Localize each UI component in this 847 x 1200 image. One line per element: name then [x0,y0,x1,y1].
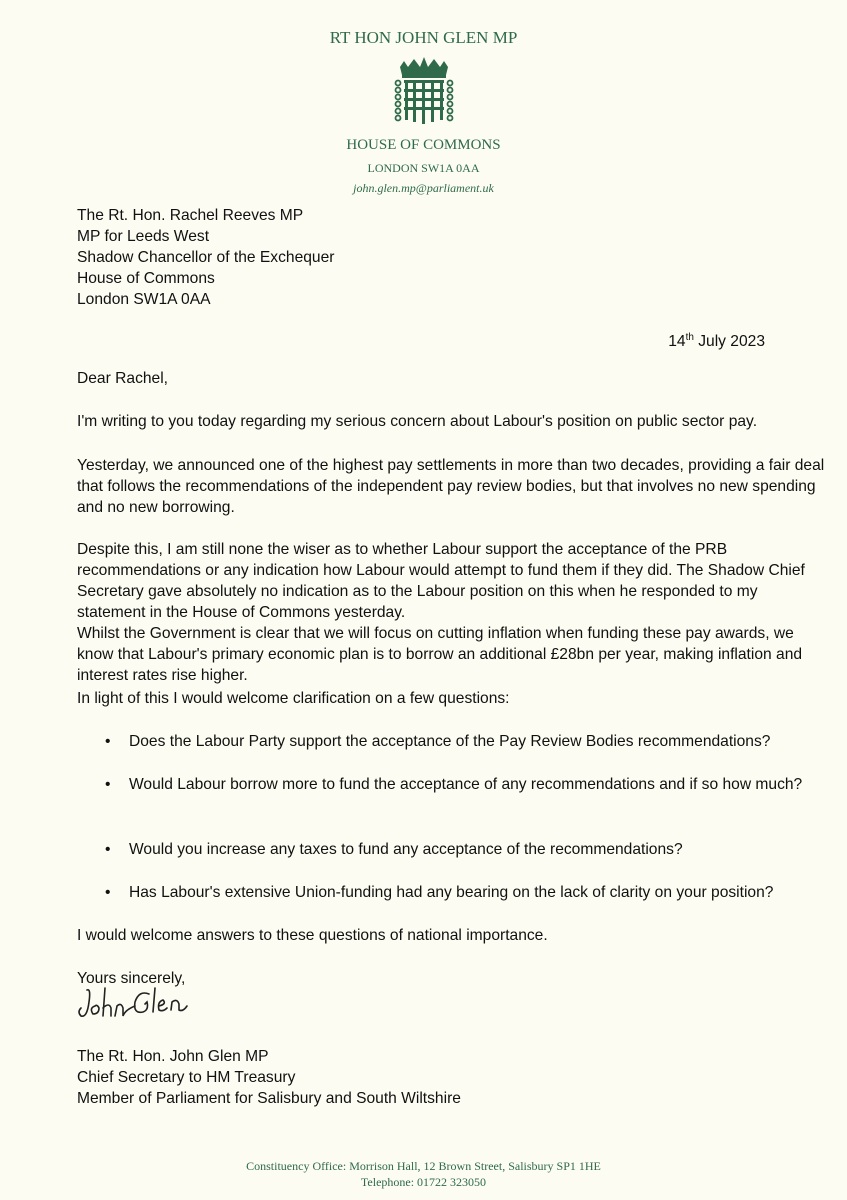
portcullis-logo [0,55,847,135]
paragraph: I'm writing to you today regarding my serious concern about Labour's position on public sector pay. [77,413,758,430]
recipient-line: London SW1A 0AA [77,291,211,308]
paragraph: Whilst the Government is clear that we will focus on cutting inflation when funding these pay awards, we know that Labour's primary economic plan is to borrow an additional £28bn per year, making inflation and interest rates rise higher. [77,625,803,684]
footer-phone: Telephone: 01722 323050 [360,1175,487,1189]
date-suffix: th [685,332,694,343]
closing-line: I would welcome answers to these questions of national importance. [77,927,548,944]
signatory-title: Chief Secretary to HM Treasury [77,1069,296,1086]
letterhead-name: RT HON JOHN GLEN MP [329,28,518,47]
signature [75,982,190,1037]
paragraph: Yesterday, we announced one of the highest pay settlements in more than two decades, providing a fair deal that follows the recommendations of the independent pay review bodies, but that involves no new spending and no new borrowing. [77,457,825,516]
signatory-block [77,1046,829,1109]
question-text: Would Labour borrow more to fund the acceptance of any recommendations and if so how much? [129,776,803,793]
bullet-icon: • [105,884,111,901]
date-rest: July 2023 [693,333,765,351]
question-text: Would you increase any taxes to fund any acceptance of the recommendations? [129,841,683,858]
recipient-address [77,205,829,310]
letterhead-email: john.glen.mp@parliament.uk [353,181,494,195]
bullet-icon: • [105,733,111,750]
date-day: 14 [668,333,686,351]
letterhead-address: LONDON SW1A 0AA [367,161,480,175]
signoff: Yours sincerely, [77,970,186,987]
recipient-line: Shadow Chancellor of the Exchequer [77,249,335,266]
bullet-icon: • [105,841,111,858]
footer-office: Constituency Office: Morrison Hall, 12 Brown Street, Salisbury SP1 1HE [246,1159,601,1173]
question-text: Has Labour's extensive Union-funding had any bearing on the lack of clarity on your position? [129,884,774,901]
paragraph: In light of this I would welcome clarification on a few questions: [77,690,510,707]
signatory-constituency: Member of Parliament for Salisbury and South Wiltshire [77,1090,461,1107]
bullet-icon: • [105,776,111,793]
question-text: Does the Labour Party support the acceptance of the Pay Review Bodies recommendations? [129,733,771,750]
recipient-line: The Rt. Hon. Rachel Reeves MP [77,207,304,224]
letterhead-house: HOUSE OF COMMONS [346,137,501,153]
salutation: Dear Rachel, [77,370,169,387]
recipient-line: House of Commons [77,270,215,287]
recipient-line: MP for Leeds West [77,228,210,245]
signatory-name: The Rt. Hon. John Glen MP [77,1048,269,1065]
paragraph: Despite this, I am still none the wiser as to whether Labour support the acceptance of the PRB recommendations or any indication how Labour would attempt to fund them if they did. The Shadow Chief Secretary gave absolutely no indication as to the Labour position on this when he responded to my statement in the House of Commons yesterday. [77,541,805,621]
letter-date [77,327,765,352]
